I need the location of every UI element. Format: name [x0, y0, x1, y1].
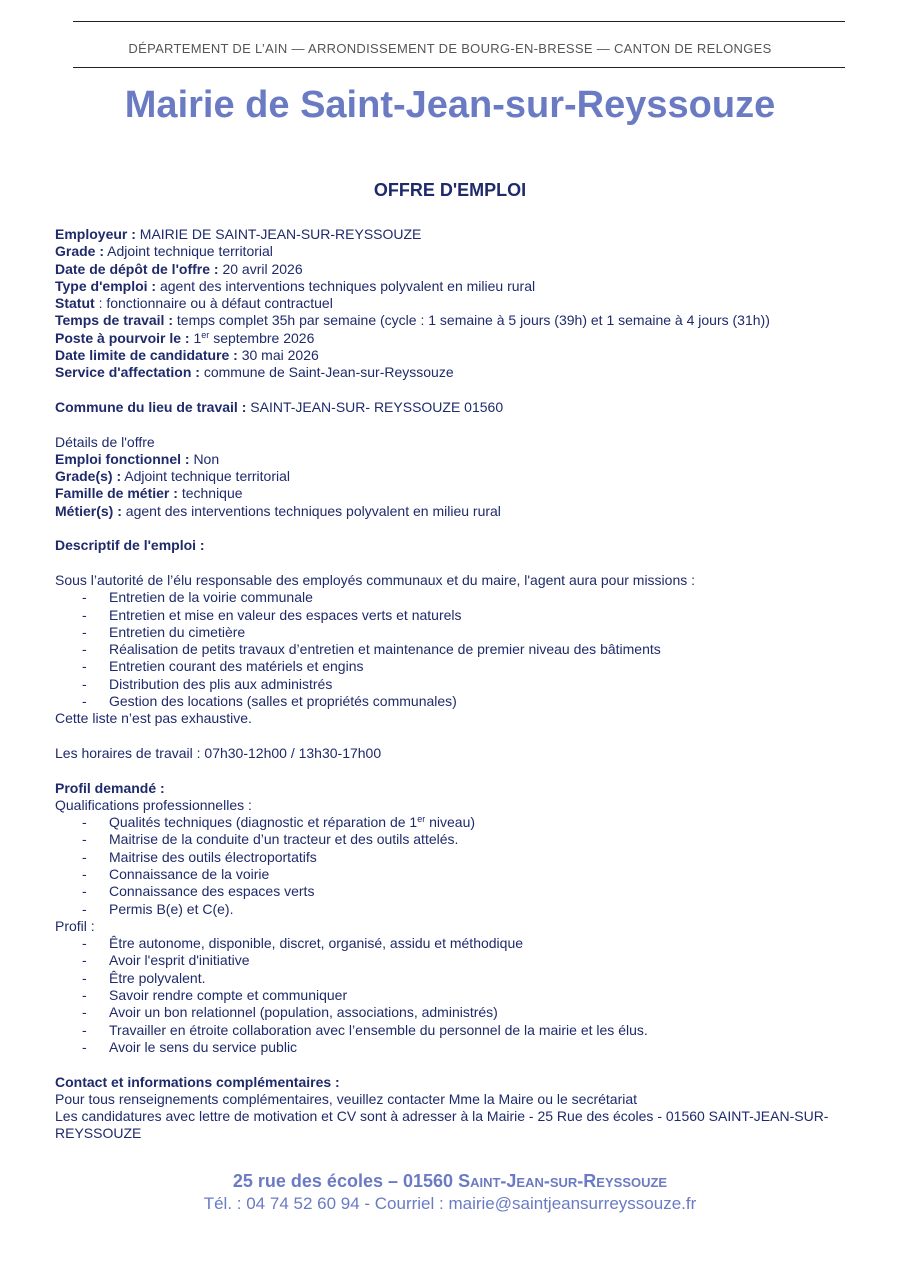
department-line: DÉPARTEMENT DE L’AIN — ARRONDISSEMENT DE BOURG-EN-BRESSE — CANTON DE RELONGES [128, 41, 772, 56]
contact-heading: Contact et informations complémentaires : [55, 1073, 340, 1090]
offer-body [55, 226, 845, 1143]
field-commune: Commune du lieu de travail : SAINT-JEAN-SUR- REYSSOUZE 01560 [55, 398, 504, 415]
field-temps-travail: Temps de travail : temps complet 35h par semaine (cycle : 1 semaine à 5 jours (39h) et 1 semaine à 4 jours (31h)) [55, 312, 770, 329]
list-item: - Avoir le sens du service public [82, 1038, 298, 1055]
list-item: - Maitrise des outils électroportatifs [82, 848, 317, 865]
qualifications-list [55, 814, 845, 918]
field-date-depot: Date de dépôt de l'offre : 20 avril 2026 [55, 260, 303, 277]
field-service: Service d'affectation : commune de Saint-Jean-sur-Reyssouze [55, 364, 454, 381]
list-item: - Réalisation de petits travaux d’entretien et maintenance de premier niveau des bâtiments [82, 641, 661, 658]
list-item: - Être polyvalent. [82, 969, 206, 986]
list-item: - Travailler en étroite collaboration avec l’ensemble du personnel de la mairie et les élus. [82, 1021, 648, 1038]
field-statut: Statut : fonctionnaire ou à défaut contractuel [55, 295, 333, 312]
profil-heading: Profil demandé : [55, 779, 165, 796]
field-grades: Grade(s) : Adjoint technique territorial [55, 468, 291, 485]
list-item: - Entretien du cimetière [82, 623, 246, 640]
profil-list [55, 935, 845, 1056]
list-item: - Gestion des locations (salles et propriétés communales) [82, 693, 457, 710]
list-item: - Avoir un bon relationnel (population, associations, administrés) [82, 1004, 498, 1021]
footer-address: 25 rue des écoles – 01560 Saint-Jean-sur-Reyssouze [232, 1171, 668, 1191]
descriptif-intro: Sous l’autorité de l’élu responsable des employés communaux et du maire, l'agent aura pour missions : [55, 571, 696, 588]
qualifications-heading: Qualifications professionnelles : [55, 796, 252, 813]
list-item: - Connaissance des espaces verts [82, 883, 315, 900]
field-grade: Grade : Adjoint technique territorial [55, 243, 273, 260]
mairie-title: Mairie de Saint-Jean-sur-Reyssouze [124, 84, 776, 126]
list-item: - Entretien et mise en valeur des espaces verts et naturels [82, 606, 462, 623]
list-item: - Entretien de la voirie communale [82, 589, 313, 606]
list-item: - Connaissance de la voirie [82, 865, 270, 882]
descriptif-heading: Descriptif de l'emploi : [55, 537, 205, 554]
field-poste-pourvoir: Poste à pourvoir le : 1er septembre 2026 [55, 329, 315, 346]
field-employeur: Employeur : MAIRIE DE SAINT-JEAN-SUR-REYSSOUZE [55, 226, 422, 242]
header-top-rule [73, 21, 845, 22]
list-item: - Maitrise de la conduite d’un tracteur et des outils attelés. [82, 831, 459, 848]
list-item: - Être autonome, disponible, discret, organisé, assidu et méthodique [82, 935, 524, 952]
list-item: - Entretien courant des matériels et engins [82, 658, 364, 675]
details-heading: Détails de l'offre [55, 433, 155, 450]
missions-list [55, 589, 845, 710]
footer-contact: Tél. : 04 74 52 60 94 - Courriel : mairie@saintjeansurreyssouze.fr [203, 1194, 697, 1213]
profil-subheading: Profil : [55, 917, 95, 934]
field-metiers: Métier(s) : agent des interventions techniques polyvalent en milieu rural [55, 502, 501, 519]
contact-line-1: Pour tous renseignements complémentaires, veuillez contacter Mme la Maire ou le secrétariat [55, 1090, 638, 1107]
list-item: - Distribution des plis aux administrés [82, 675, 333, 692]
document-title: OFFRE D'EMPLOI [373, 180, 527, 200]
list-item: - Permis B(e) et C(e). [82, 900, 234, 917]
missions-note: Cette liste n’est pas exhaustive. [55, 710, 252, 727]
header-bottom-rule [73, 67, 845, 68]
field-type-emploi: Type d'emploi : agent des interventions techniques polyvalent en milieu rural [55, 277, 536, 294]
field-famille-metier: Famille de métier : technique [55, 485, 243, 502]
list-item: - Savoir rendre compte et communiquer [82, 987, 348, 1004]
list-item: - Avoir l'esprit d'initiative [82, 952, 250, 969]
field-emploi-fonctionnel: Emploi fonctionnel : Non [55, 450, 220, 467]
list-item: - Qualités techniques (diagnostic et réparation de 1er niveau) [82, 814, 476, 831]
contact-line-2: Les candidatures avec lettre de motivation et CV sont à adresser à la Mairie - 25 Rue des écoles - 01560 SAINT-JEAN-SUR-REYSSOUZE [55, 1108, 829, 1142]
field-date-limite: Date limite de candidature : 30 mai 2026 [55, 347, 319, 364]
work-hours: Les horaires de travail : 07h30-12h00 / 13h30-17h00 [55, 744, 382, 761]
